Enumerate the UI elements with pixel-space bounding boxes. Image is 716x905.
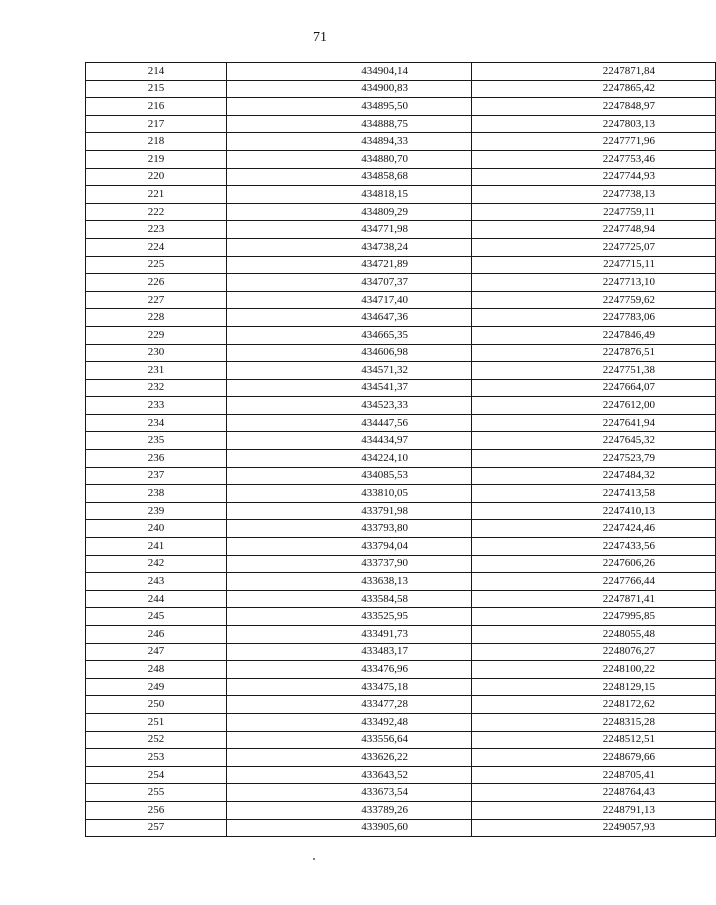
- table-row: [86, 608, 716, 626]
- y-coordinate-cell: 2247995,85: [472, 608, 716, 626]
- x-coordinate-cell: 433491,73: [227, 626, 472, 644]
- y-coordinate-cell: 2247744,93: [472, 168, 716, 186]
- x-coordinate-cell: 433737,90: [227, 555, 472, 573]
- table-row: [86, 115, 716, 133]
- x-coordinate-cell: 434606,98: [227, 344, 472, 362]
- x-coordinate-cell: 434085,53: [227, 467, 472, 485]
- point-number-cell: 228: [86, 309, 227, 327]
- y-coordinate-cell: 2247606,26: [472, 555, 716, 573]
- point-number-cell: 253: [86, 749, 227, 767]
- y-coordinate-cell: 2247612,00: [472, 397, 716, 415]
- x-coordinate-cell: 433789,26: [227, 801, 472, 819]
- y-coordinate-cell: 2247715,11: [472, 256, 716, 274]
- table-row: [86, 98, 716, 116]
- page-number: 71: [313, 30, 327, 45]
- table-row: [86, 150, 716, 168]
- table-row: [86, 326, 716, 344]
- point-number-cell: 234: [86, 414, 227, 432]
- y-coordinate-cell: 2247759,11: [472, 203, 716, 221]
- y-coordinate-cell: 2247751,38: [472, 362, 716, 380]
- x-coordinate-cell: 433638,13: [227, 573, 472, 591]
- x-coordinate-cell: 433791,98: [227, 502, 472, 520]
- point-number-cell: 231: [86, 362, 227, 380]
- y-coordinate-cell: 2248315,28: [472, 713, 716, 731]
- table-row: [86, 133, 716, 151]
- x-coordinate-cell: 433673,54: [227, 784, 472, 802]
- y-coordinate-cell: 2247759,62: [472, 291, 716, 309]
- point-number-cell: 256: [86, 801, 227, 819]
- x-coordinate-cell: 434717,40: [227, 291, 472, 309]
- point-number-cell: 243: [86, 573, 227, 591]
- point-number-cell: 227: [86, 291, 227, 309]
- y-coordinate-cell: 2247871,84: [472, 63, 716, 81]
- table-row: [86, 414, 716, 432]
- table-row: [86, 186, 716, 204]
- point-number-cell: 245: [86, 608, 227, 626]
- x-coordinate-cell: 434721,89: [227, 256, 472, 274]
- y-coordinate-cell: 2248512,51: [472, 731, 716, 749]
- point-number-cell: 242: [86, 555, 227, 573]
- point-number-cell: 221: [86, 186, 227, 204]
- point-number-cell: 223: [86, 221, 227, 239]
- x-coordinate-cell: 433475,18: [227, 678, 472, 696]
- scan-speck: [313, 858, 315, 860]
- point-number-cell: 248: [86, 661, 227, 679]
- y-coordinate-cell: 2247641,94: [472, 414, 716, 432]
- y-coordinate-cell: 2247748,94: [472, 221, 716, 239]
- x-coordinate-cell: 434571,32: [227, 362, 472, 380]
- table-row: [86, 749, 716, 767]
- x-coordinate-cell: 434707,37: [227, 274, 472, 292]
- x-coordinate-cell: 433492,48: [227, 713, 472, 731]
- point-number-cell: 232: [86, 379, 227, 397]
- x-coordinate-cell: 434888,75: [227, 115, 472, 133]
- table-row: [86, 713, 716, 731]
- x-coordinate-cell: 433905,60: [227, 819, 472, 837]
- point-number-cell: 219: [86, 150, 227, 168]
- table-row: [86, 661, 716, 679]
- x-coordinate-cell: 434665,35: [227, 326, 472, 344]
- point-number-cell: 241: [86, 538, 227, 556]
- y-coordinate-cell: 2247803,13: [472, 115, 716, 133]
- table-row: [86, 256, 716, 274]
- x-coordinate-cell: 434880,70: [227, 150, 472, 168]
- y-coordinate-cell: 2247664,07: [472, 379, 716, 397]
- x-coordinate-cell: 434541,37: [227, 379, 472, 397]
- point-number-cell: 222: [86, 203, 227, 221]
- table-row: [86, 238, 716, 256]
- table-row: [86, 590, 716, 608]
- point-number-cell: 220: [86, 168, 227, 186]
- point-number-cell: 230: [86, 344, 227, 362]
- y-coordinate-cell: 2248129,15: [472, 678, 716, 696]
- y-coordinate-cell: 2248764,43: [472, 784, 716, 802]
- point-number-cell: 226: [86, 274, 227, 292]
- point-number-cell: 246: [86, 626, 227, 644]
- table-row: [86, 168, 716, 186]
- coordinates-table: [85, 62, 716, 837]
- point-number-cell: 225: [86, 256, 227, 274]
- point-number-cell: 252: [86, 731, 227, 749]
- x-coordinate-cell: 433556,64: [227, 731, 472, 749]
- x-coordinate-cell: 433793,80: [227, 520, 472, 538]
- x-coordinate-cell: 433643,52: [227, 766, 472, 784]
- point-number-cell: 254: [86, 766, 227, 784]
- table-row: [86, 203, 716, 221]
- x-coordinate-cell: 434224,10: [227, 450, 472, 468]
- table-row: [86, 485, 716, 503]
- table-row: [86, 467, 716, 485]
- table-row: [86, 274, 716, 292]
- y-coordinate-cell: 2248100,22: [472, 661, 716, 679]
- x-coordinate-cell: 433626,22: [227, 749, 472, 767]
- table-row: [86, 696, 716, 714]
- point-number-cell: 255: [86, 784, 227, 802]
- y-coordinate-cell: 2247410,13: [472, 502, 716, 520]
- y-coordinate-cell: 2248705,41: [472, 766, 716, 784]
- x-coordinate-cell: 433525,95: [227, 608, 472, 626]
- x-coordinate-cell: 433584,58: [227, 590, 472, 608]
- point-number-cell: 215: [86, 80, 227, 98]
- point-number-cell: 229: [86, 326, 227, 344]
- y-coordinate-cell: 2247876,51: [472, 344, 716, 362]
- table-row: [86, 766, 716, 784]
- table-row: [86, 397, 716, 415]
- x-coordinate-cell: 434434,97: [227, 432, 472, 450]
- x-coordinate-cell: 434523,33: [227, 397, 472, 415]
- y-coordinate-cell: 2247713,10: [472, 274, 716, 292]
- point-number-cell: 237: [86, 467, 227, 485]
- point-number-cell: 244: [86, 590, 227, 608]
- y-coordinate-cell: 2247753,46: [472, 150, 716, 168]
- table-row: [86, 643, 716, 661]
- y-coordinate-cell: 2248055,48: [472, 626, 716, 644]
- table-row: [86, 450, 716, 468]
- x-coordinate-cell: 434771,98: [227, 221, 472, 239]
- y-coordinate-cell: 2247766,44: [472, 573, 716, 591]
- table-row: [86, 731, 716, 749]
- table-row: [86, 362, 716, 380]
- table-row: [86, 784, 716, 802]
- y-coordinate-cell: 2247738,13: [472, 186, 716, 204]
- point-number-cell: 250: [86, 696, 227, 714]
- x-coordinate-cell: 433477,28: [227, 696, 472, 714]
- y-coordinate-cell: 2247783,06: [472, 309, 716, 327]
- table-row: [86, 520, 716, 538]
- table-row: [86, 626, 716, 644]
- table-row: [86, 221, 716, 239]
- point-number-cell: 235: [86, 432, 227, 450]
- table-row: [86, 555, 716, 573]
- x-coordinate-cell: 434895,50: [227, 98, 472, 116]
- point-number-cell: 236: [86, 450, 227, 468]
- y-coordinate-cell: 2248172,62: [472, 696, 716, 714]
- table-row: [86, 63, 716, 81]
- y-coordinate-cell: 2248076,27: [472, 643, 716, 661]
- x-coordinate-cell: 433476,96: [227, 661, 472, 679]
- table-row: [86, 678, 716, 696]
- y-coordinate-cell: 2247848,97: [472, 98, 716, 116]
- point-number-cell: 240: [86, 520, 227, 538]
- x-coordinate-cell: 434904,14: [227, 63, 472, 81]
- table-row: [86, 309, 716, 327]
- x-coordinate-cell: 434647,36: [227, 309, 472, 327]
- y-coordinate-cell: 2249057,93: [472, 819, 716, 837]
- table-row: [86, 573, 716, 591]
- point-number-cell: 257: [86, 819, 227, 837]
- y-coordinate-cell: 2247771,96: [472, 133, 716, 151]
- point-number-cell: 251: [86, 713, 227, 731]
- table-row: [86, 344, 716, 362]
- y-coordinate-cell: 2247484,32: [472, 467, 716, 485]
- x-coordinate-cell: 434809,29: [227, 203, 472, 221]
- point-number-cell: 249: [86, 678, 227, 696]
- point-number-cell: 217: [86, 115, 227, 133]
- point-number-cell: 239: [86, 502, 227, 520]
- table-row: [86, 502, 716, 520]
- x-coordinate-cell: 433810,05: [227, 485, 472, 503]
- point-number-cell: 238: [86, 485, 227, 503]
- point-number-cell: 216: [86, 98, 227, 116]
- point-number-cell: 214: [86, 63, 227, 81]
- table-row: [86, 432, 716, 450]
- table-row: [86, 80, 716, 98]
- y-coordinate-cell: 2247725,07: [472, 238, 716, 256]
- point-number-cell: 233: [86, 397, 227, 415]
- x-coordinate-cell: 434738,24: [227, 238, 472, 256]
- y-coordinate-cell: 2247865,42: [472, 80, 716, 98]
- x-coordinate-cell: 434447,56: [227, 414, 472, 432]
- y-coordinate-cell: 2247871,41: [472, 590, 716, 608]
- point-number-cell: 218: [86, 133, 227, 151]
- y-coordinate-cell: 2248679,66: [472, 749, 716, 767]
- x-coordinate-cell: 434900,83: [227, 80, 472, 98]
- x-coordinate-cell: 434894,33: [227, 133, 472, 151]
- table-row: [86, 538, 716, 556]
- y-coordinate-cell: 2247433,56: [472, 538, 716, 556]
- x-coordinate-cell: 433483,17: [227, 643, 472, 661]
- x-coordinate-cell: 434858,68: [227, 168, 472, 186]
- x-coordinate-cell: 433794,04: [227, 538, 472, 556]
- x-coordinate-cell: 434818,15: [227, 186, 472, 204]
- coordinates-table-body: [86, 63, 716, 837]
- table-row: [86, 819, 716, 837]
- y-coordinate-cell: 2247523,79: [472, 450, 716, 468]
- table-row: [86, 291, 716, 309]
- y-coordinate-cell: 2247645,32: [472, 432, 716, 450]
- y-coordinate-cell: 2248791,13: [472, 801, 716, 819]
- table-row: [86, 379, 716, 397]
- y-coordinate-cell: 2247846,49: [472, 326, 716, 344]
- y-coordinate-cell: 2247424,46: [472, 520, 716, 538]
- point-number-cell: 247: [86, 643, 227, 661]
- y-coordinate-cell: 2247413,58: [472, 485, 716, 503]
- point-number-cell: 224: [86, 238, 227, 256]
- table-row: [86, 801, 716, 819]
